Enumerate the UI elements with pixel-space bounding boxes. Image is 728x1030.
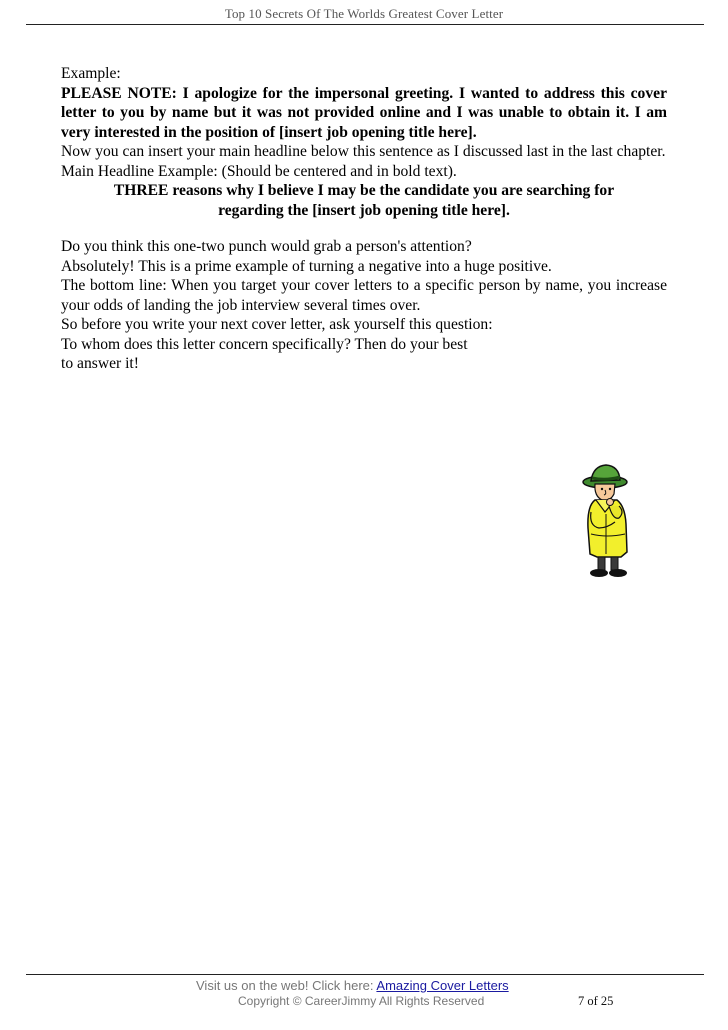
header-divider bbox=[26, 24, 704, 25]
please-note-paragraph: PLEASE NOTE: I apologize for the impersonal greeting. I wanted to address this cover letter to you by name but it was not provided online and I was unable to obtain it. I am very interested in the position of [insert job opening title here]. bbox=[61, 84, 667, 141]
headline-line-1: THREE reasons why I believe I may be the candidate you are searching for bbox=[113, 182, 615, 199]
amazing-cover-letters-link[interactable]: Amazing Cover Letters bbox=[376, 978, 509, 993]
to-whom-paragraph bbox=[61, 335, 531, 374]
before-you-write-paragraph: So before you write your next cover letter, ask yourself this question: bbox=[61, 316, 493, 333]
footer-divider bbox=[26, 974, 704, 975]
question-paragraph: Do you think this one-two punch would grab a person's attention? bbox=[61, 238, 472, 255]
page-number: 7 of 25 bbox=[578, 994, 614, 1008]
insert-headline-paragraph: Now you can insert your main headline below this sentence as I discussed last in the last chapter. bbox=[61, 143, 666, 160]
to-whom-line-2: to answer it! bbox=[61, 355, 139, 372]
footer-copyright: Copyright © CareerJimmy All Rights Reserved bbox=[238, 994, 485, 1008]
main-headline-example-label: Main Headline Example: (Should be centered and in bold text). bbox=[61, 162, 457, 180]
footer-visit-text: Visit us on the web! Click here: bbox=[196, 978, 377, 993]
footer-visit-line bbox=[196, 978, 509, 993]
absolutely-paragraph: Absolutely! This is a prime example of turning a negative into a huge positive. bbox=[61, 257, 552, 275]
headline-line-2: regarding the [insert job opening title here]. bbox=[218, 201, 510, 219]
detective-illustration bbox=[575, 462, 645, 580]
example-label: Example: bbox=[61, 65, 121, 82]
bottom-line-paragraph: The bottom line: When you target your cover letters to a specific person by name, you increase your odds of landing the job interview several times over. bbox=[61, 277, 667, 314]
example-headline bbox=[61, 181, 667, 220]
to-whom-line-1: To whom does this letter concern specifically? Then do your best bbox=[61, 335, 468, 353]
header-title: Top 10 Secrets Of The Worlds Greatest Cover Letter bbox=[224, 6, 504, 21]
page-header bbox=[0, 0, 728, 24]
page-body bbox=[61, 64, 667, 374]
